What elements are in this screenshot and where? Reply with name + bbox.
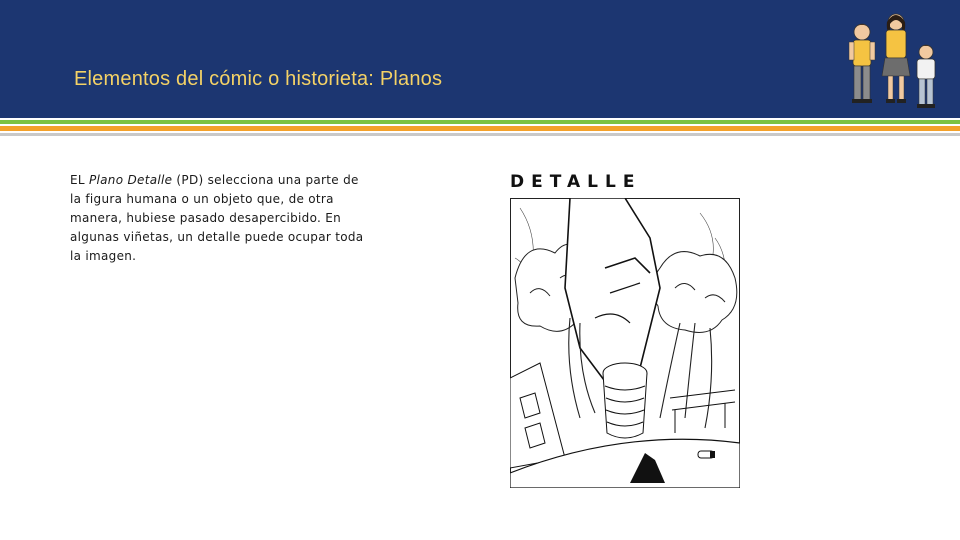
school-kids-illustration	[840, 6, 950, 114]
body-prefix: EL	[70, 173, 89, 187]
comic-detail-image	[506, 168, 742, 490]
body-term: Plano Detalle	[88, 173, 173, 187]
body-suffix: (PD) selecciona una parte de la figura humana o un objeto que, de otra manera, hubiese pasado desapercibido. En algunas viñetas, un detalle puede ocupar toda la imagen.	[70, 173, 364, 263]
comic-detail-drawing	[510, 198, 740, 488]
decorative-stripes	[0, 118, 960, 138]
slide-title: Elementos del cómic o historieta: Planos	[74, 68, 443, 90]
header-banner	[0, 0, 960, 118]
body-paragraph	[70, 171, 370, 266]
comic-label: DETALLE	[510, 172, 642, 192]
